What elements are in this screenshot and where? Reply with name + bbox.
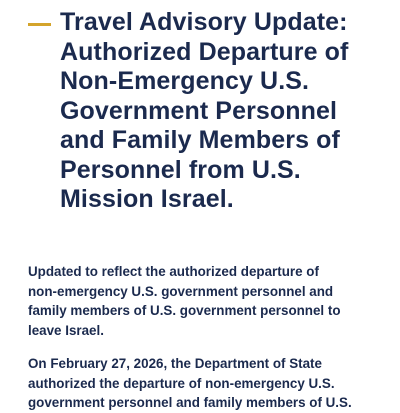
advisory-title: Travel Advisory Update: Authorized Departure of Non-Emergency U.S. Government Personnel and Family Members of Personnel from U.S. Mission Israel.: [60, 8, 349, 213]
title-accent-bar: [28, 23, 51, 26]
advisory-body: On February 27, 2026, the Department of State authorized the departure of non-emergency U.S. government personnel and family members of U.S.: [28, 356, 352, 410]
advisory-summary: Updated to reflect the authorized departure of non-emergency U.S. government personnel and family members of U.S. government personnel to leave Israel.: [28, 264, 341, 338]
